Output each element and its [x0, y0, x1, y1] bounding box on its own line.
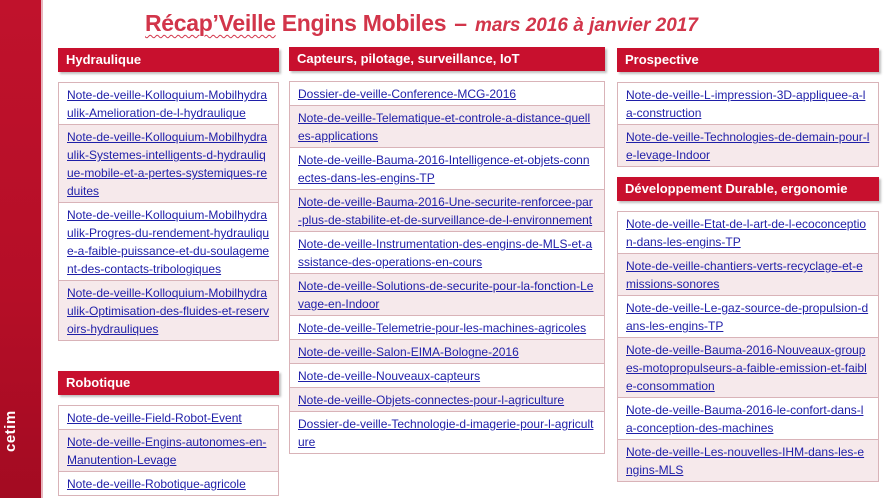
doc-link[interactable]: Note-de-veille-L-impression-3D-appliquee-a-la-construction — [626, 88, 866, 120]
doc-link[interactable]: Note-de-veille-Bauma-2016-Une-securite-renforcee-par-plus-de-stabilite-et-de-surveillance-de-l-environnement — [298, 195, 593, 227]
doc-link[interactable]: Note-de-veille-Telematique-et-controle-a-distance-quelles-applications — [298, 111, 591, 143]
list-item — [59, 83, 278, 124]
list-item — [59, 471, 278, 495]
section-header: Robotique — [58, 371, 279, 395]
list-item — [290, 411, 604, 453]
cetim-logo — [2, 408, 40, 486]
list-item — [618, 212, 878, 253]
logo-text: cetim — [2, 410, 19, 452]
list-item — [618, 337, 878, 397]
section-prospective — [617, 48, 879, 167]
doc-link[interactable]: Note-de-veille-Les-nouvelles-IHM-dans-les-engins-MLS — [626, 445, 865, 477]
section-header: Développement Durable, ergonomie — [617, 177, 879, 201]
list-item — [59, 202, 278, 280]
page-title — [145, 10, 698, 40]
list-item — [290, 82, 604, 105]
list-item — [618, 124, 878, 166]
sidebar-band — [0, 0, 41, 498]
doc-link[interactable]: Note-de-veille-Objets-connectes-pour-l-agriculture — [298, 393, 565, 407]
doc-link[interactable]: Note-de-veille-Salon-EIMA-Bologne-2016 — [298, 345, 519, 359]
list-item — [59, 124, 278, 202]
section-header: Hydraulique — [58, 48, 279, 72]
doc-link[interactable]: Note-de-veille-Bauma-2016-le-confort-dans-la-conception-des-machines — [626, 403, 864, 435]
list-item — [618, 253, 878, 295]
list-item — [290, 231, 604, 273]
doc-link[interactable]: Note-de-veille-Bauma-2016-Intelligence-et-objets-connectes-dans-les-engins-TP — [298, 153, 590, 185]
doc-link[interactable]: Note-de-veille-Bauma-2016-Nouveaux-groupes-motopropulseurs-a-faible-emission-et-faible-consommation — [626, 343, 867, 393]
doc-link[interactable]: Note-de-veille-Field-Robot-Event — [67, 411, 242, 425]
section-list — [58, 82, 279, 341]
section-hydraulique — [58, 48, 279, 341]
list-item — [290, 339, 604, 363]
section-list — [289, 81, 605, 454]
doc-link[interactable]: Note-de-veille-Etat-de-l-art-de-l-ecoconception-dans-les-engins-TP — [626, 217, 867, 249]
doc-link[interactable]: Note-de-veille-Robotique-agricole — [67, 477, 246, 491]
doc-link[interactable]: Note-de-veille-chantiers-verts-recyclage-et-emissions-sonores — [626, 259, 863, 291]
list-item — [290, 105, 604, 147]
title-date: mars 2016 à janvier 2017 — [475, 15, 698, 36]
section-list — [58, 405, 279, 496]
doc-link[interactable]: Note-de-veille-Kolloquium-Mobilhydraulik-Optimisation-des-fluides-et-reservoirs-hydrauliques — [67, 286, 270, 336]
list-item — [290, 387, 604, 411]
section-robotique — [58, 371, 279, 496]
list-item — [290, 147, 604, 189]
doc-link[interactable]: Note-de-veille-Nouveaux-capteurs — [298, 369, 481, 383]
section-header: Prospective — [617, 48, 879, 72]
list-item — [290, 315, 604, 339]
list-item — [290, 189, 604, 231]
doc-link[interactable]: Note-de-veille-Telemetrie-pour-les-machines-agricoles — [298, 321, 587, 335]
section-capteurs — [289, 47, 605, 454]
title-main — [145, 10, 446, 36]
title-part2: Engins Mobiles — [275, 10, 447, 36]
list-item — [59, 280, 278, 340]
list-item — [618, 295, 878, 337]
doc-link[interactable]: Note-de-veille-Le-gaz-source-de-propulsion-dans-les-engins-TP — [626, 301, 869, 333]
list-item — [59, 429, 278, 471]
title-dash: – — [454, 10, 468, 36]
section-header: Capteurs, pilotage, surveillance, IoT — [289, 47, 605, 71]
doc-link[interactable]: Dossier-de-veille-Conference-MCG-2016 — [298, 87, 517, 101]
doc-link[interactable]: Note-de-veille-Instrumentation-des-engins-de-MLS-et-assistance-des-operations-en-cours — [298, 237, 593, 269]
title-part1: Récap’Veille — [145, 10, 276, 36]
doc-link[interactable]: Note-de-veille-Kolloquium-Mobilhydraulik-Systemes-intelligents-d-hydraulique-mobile-et-a-pertes-systemiques-reduites — [67, 130, 268, 198]
section-list — [617, 82, 879, 167]
section-developpement — [617, 177, 879, 482]
doc-link[interactable]: Note-de-veille-Engins-autonomes-en-Manutention-Levage — [67, 435, 267, 467]
doc-link[interactable]: Note-de-veille-Technologies-de-demain-pour-le-levage-Indoor — [626, 130, 870, 162]
list-item — [59, 406, 278, 429]
list-item — [618, 397, 878, 439]
section-list — [617, 211, 879, 482]
doc-link[interactable]: Note-de-veille-Solutions-de-securite-pour-la-fonction-Levage-en-Indoor — [298, 279, 594, 311]
doc-link[interactable]: Dossier-de-veille-Technologie-d-imagerie-pour-l-agriculture — [298, 417, 594, 449]
doc-link[interactable]: Note-de-veille-Kolloquium-Mobilhydraulik-Amelioration-de-l-hydraulique — [67, 88, 268, 120]
list-item — [290, 273, 604, 315]
sidebar-edge — [41, 0, 43, 498]
doc-link[interactable]: Note-de-veille-Kolloquium-Mobilhydraulik-Progres-du-rendement-hydraulique-a-faible-puissance-et-du-soulagement-des-contacts-tribologiques — [67, 208, 270, 276]
list-item — [618, 83, 878, 124]
list-item — [618, 439, 878, 481]
list-item — [290, 363, 604, 387]
